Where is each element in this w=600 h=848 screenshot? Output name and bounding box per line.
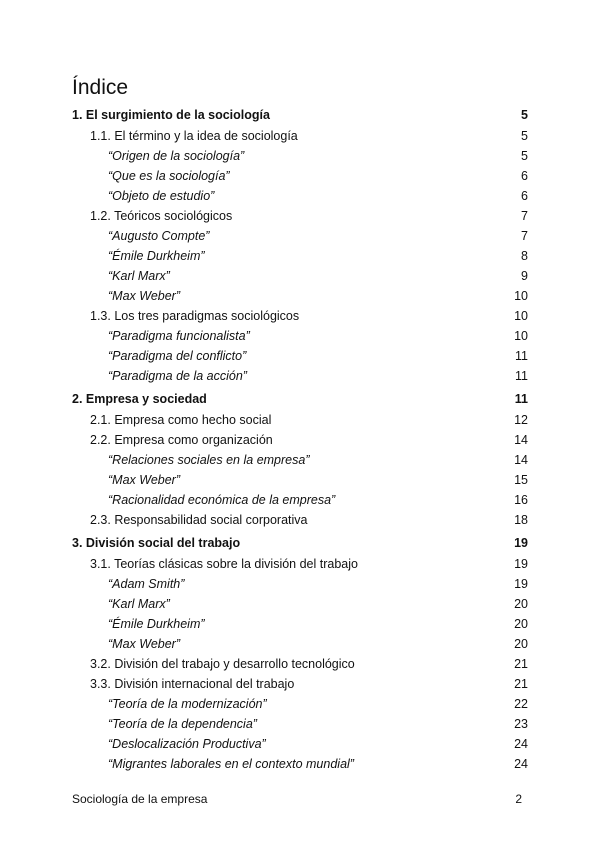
toc-page-number: 11 — [515, 369, 528, 383]
toc-entry-title: “Racionalidad económica de la empresa” — [108, 493, 336, 507]
toc-topic[interactable] — [72, 366, 528, 386]
toc-page-number: 6 — [521, 189, 528, 203]
toc-entry-title: 2.2. Empresa como organización — [90, 433, 273, 447]
toc-entry-title: “Origen de la sociología” — [108, 149, 245, 163]
toc-subsection[interactable] — [72, 306, 528, 326]
toc-entry-title: 2.1. Empresa como hecho social — [90, 413, 272, 427]
toc-page-number: 11 — [514, 392, 528, 406]
toc-topic[interactable] — [72, 614, 528, 634]
toc-page-number: 11 — [515, 349, 528, 363]
footer-document-title: Sociología de la empresa — [72, 792, 208, 806]
toc-entry-title: “Max Weber” — [108, 289, 181, 303]
toc-page-number: 18 — [514, 513, 528, 527]
toc-subsection[interactable] — [72, 510, 528, 530]
toc-topic[interactable] — [72, 186, 528, 206]
toc-entry-title: “Teoría de la dependencia” — [108, 717, 257, 731]
toc-subsection[interactable] — [72, 206, 528, 226]
toc-page-number: 8 — [521, 249, 528, 263]
toc-entry-title: “Paradigma funcionalista” — [108, 329, 250, 343]
toc-entry-title: “Émile Durkheim” — [108, 249, 205, 263]
toc-topic[interactable] — [72, 594, 528, 614]
toc-page-number: 5 — [521, 149, 528, 163]
toc-page-number: 19 — [514, 536, 528, 550]
toc-entry-title: “Émile Durkheim” — [108, 617, 205, 631]
toc-page-number: 24 — [514, 757, 528, 771]
toc-topic[interactable] — [72, 286, 528, 306]
table-of-contents — [72, 105, 528, 774]
toc-topic[interactable] — [72, 634, 528, 654]
toc-entry-title: 1.3. Los tres paradigmas sociológicos — [90, 309, 300, 323]
toc-page-number: 22 — [514, 697, 528, 711]
toc-page-number: 5 — [521, 108, 528, 122]
toc-topic[interactable] — [72, 734, 528, 754]
page-footer — [72, 790, 522, 808]
toc-section[interactable] — [72, 105, 528, 126]
toc-topic[interactable] — [72, 490, 528, 510]
page-title: Índice — [72, 76, 129, 99]
toc-entry-title: “Paradigma de la acción” — [108, 369, 247, 383]
toc-subsection[interactable] — [72, 430, 528, 450]
toc-entry-title: 3.2. División del trabajo y desarrollo tecnológico — [90, 657, 355, 671]
toc-page-number: 14 — [514, 453, 528, 467]
toc-page-number: 19 — [514, 577, 528, 591]
toc-topic[interactable] — [72, 326, 528, 346]
toc-entry-title: 3.3. División internacional del trabajo — [90, 677, 295, 691]
toc-page-number: 10 — [514, 289, 528, 303]
toc-topic[interactable] — [72, 450, 528, 470]
toc-topic[interactable] — [72, 246, 528, 266]
toc-subsection[interactable] — [72, 410, 528, 430]
toc-page-number: 10 — [514, 329, 528, 343]
toc-entry-title: “Teoría de la modernización” — [108, 697, 267, 711]
toc-entry-title: “Deslocalización Productiva” — [108, 737, 266, 751]
toc-page-number: 5 — [521, 129, 528, 143]
toc-subsection[interactable] — [72, 126, 528, 146]
toc-entry-title: 2.3. Responsabilidad social corporativa — [90, 513, 308, 527]
toc-page-number: 23 — [514, 717, 528, 731]
toc-entry-title: “Augusto Compte” — [108, 229, 210, 243]
toc-entry-title: “Adam Smith” — [108, 577, 185, 591]
toc-page-number: 9 — [521, 269, 528, 283]
toc-topic[interactable] — [72, 266, 528, 286]
footer-page-number: 2 — [515, 792, 522, 806]
toc-page-number: 7 — [521, 209, 528, 223]
toc-page-number: 15 — [514, 473, 528, 487]
toc-entry-title: “Que es la sociología” — [108, 169, 230, 183]
toc-entry-title: “Objeto de estudio” — [108, 189, 215, 203]
toc-subsection[interactable] — [72, 674, 528, 694]
toc-page-number: 20 — [514, 637, 528, 651]
toc-topic[interactable] — [72, 574, 528, 594]
toc-topic[interactable] — [72, 470, 528, 490]
toc-topic[interactable] — [72, 694, 528, 714]
toc-entry-title: “Karl Marx” — [108, 597, 170, 611]
toc-entry-title: 2. Empresa y sociedad — [72, 392, 207, 406]
toc-page-number: 14 — [514, 433, 528, 447]
toc-page-number: 24 — [514, 737, 528, 751]
toc-page-number: 12 — [514, 413, 528, 427]
toc-section[interactable] — [72, 389, 528, 410]
toc-page-number: 20 — [514, 617, 528, 631]
toc-entry-title: “Relaciones sociales en la empresa” — [108, 453, 310, 467]
toc-subsection[interactable] — [72, 654, 528, 674]
toc-section[interactable] — [72, 533, 528, 554]
toc-page-number: 10 — [514, 309, 528, 323]
toc-entry-title: 3.1. Teorías clásicas sobre la división del trabajo — [90, 557, 358, 571]
toc-topic[interactable] — [72, 146, 528, 166]
toc-entry-title: “Max Weber” — [108, 473, 181, 487]
toc-topic[interactable] — [72, 166, 528, 186]
toc-entry-title: “Paradigma del conflicto” — [108, 349, 247, 363]
toc-topic[interactable] — [72, 714, 528, 734]
toc-topic[interactable] — [72, 346, 528, 366]
toc-page-number: 21 — [514, 677, 528, 691]
toc-page-number: 20 — [514, 597, 528, 611]
toc-page-number: 21 — [514, 657, 528, 671]
toc-entry-title: “Max Weber” — [108, 637, 181, 651]
toc-entry-title: “Karl Marx” — [108, 269, 170, 283]
toc-entry-title: 1.1. El término y la idea de sociología — [90, 129, 298, 143]
toc-topic[interactable] — [72, 754, 528, 774]
toc-page-number: 7 — [521, 229, 528, 243]
toc-entry-title: “Migrantes laborales en el contexto mundial” — [108, 757, 354, 771]
toc-topic[interactable] — [72, 226, 528, 246]
toc-entry-title: 1.2. Teóricos sociológicos — [90, 209, 233, 223]
toc-entry-title: 1. El surgimiento de la sociología — [72, 108, 270, 122]
toc-page-number: 19 — [514, 557, 528, 571]
toc-subsection[interactable] — [72, 554, 528, 574]
toc-entry-title: 3. División social del trabajo — [72, 536, 241, 550]
toc-page-number: 6 — [521, 169, 528, 183]
toc-page-number: 16 — [514, 493, 528, 507]
